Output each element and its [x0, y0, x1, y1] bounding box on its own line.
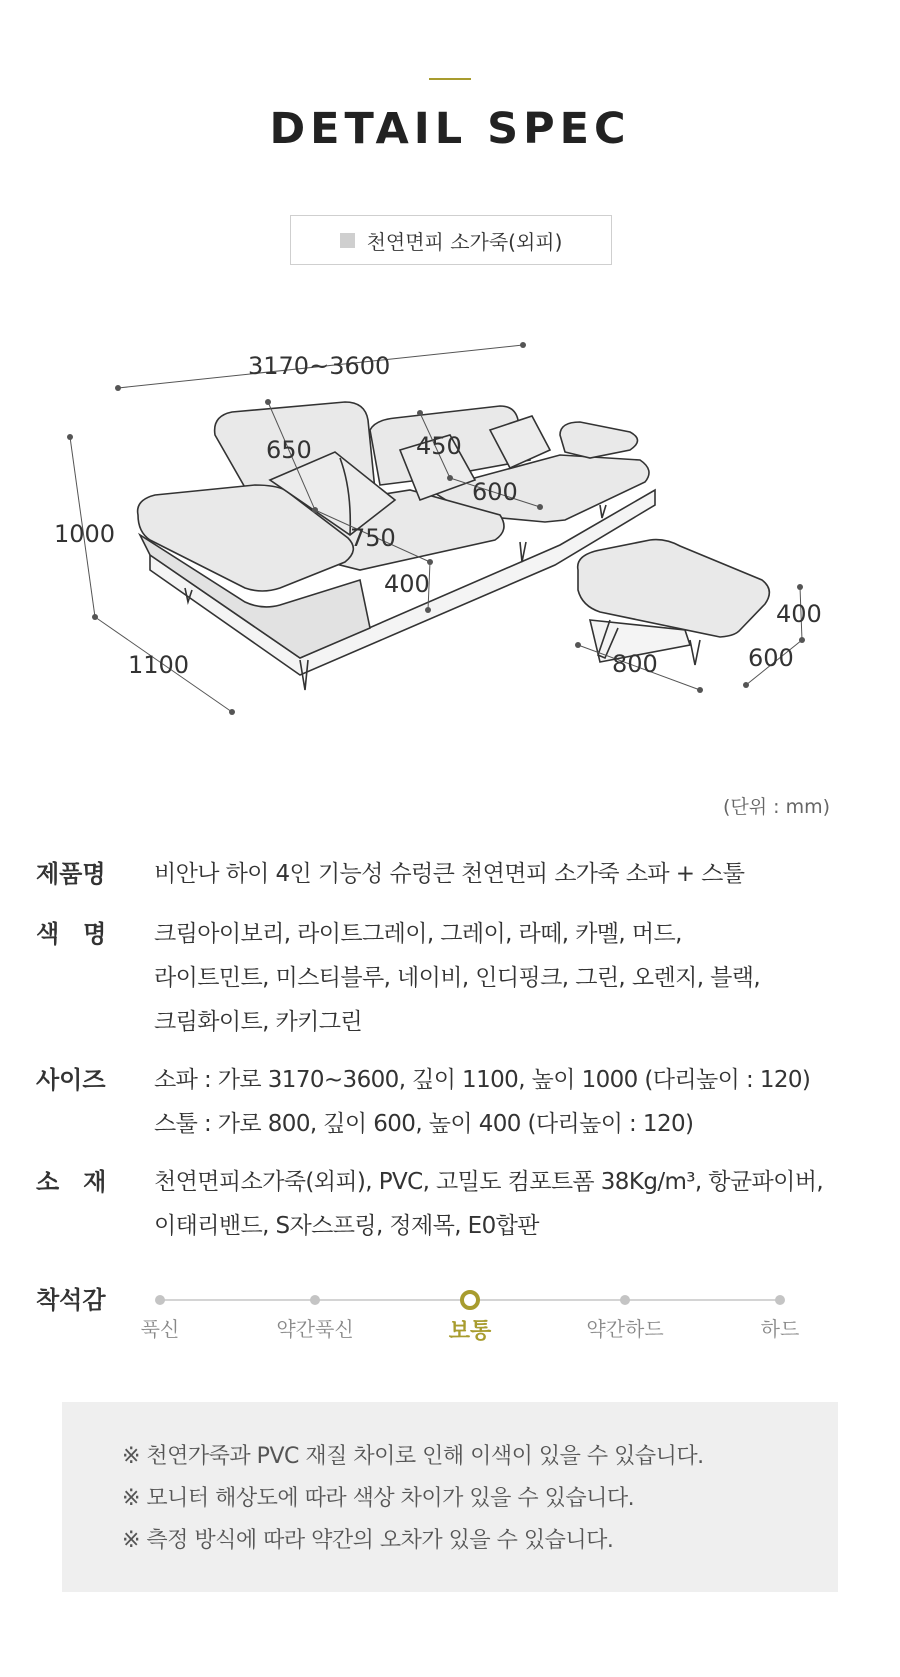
dim-sofa-width: 3170~3600 — [248, 352, 391, 380]
spec-line: 비안나 하이 4인 기능성 슈렁큰 천연면피 소가죽 소파 + 스툴 — [154, 861, 745, 887]
material-tag — [290, 215, 612, 265]
notice-line: ※ 모니터 해상도에 따라 색상 차이가 있을 수 있습니다. — [122, 1486, 635, 1511]
dim-seat-depth-right: 600 — [472, 478, 518, 506]
seating-option-label: 보통 — [448, 1319, 492, 1344]
seating-scale — [36, 1280, 876, 1360]
dim-stool-depth: 600 — [748, 644, 794, 672]
product-dimension-diagram — [0, 340, 900, 780]
dim-sofa-height: 1000 — [54, 520, 116, 548]
spec-label: 사이즈 — [36, 1066, 106, 1094]
spec-value — [154, 1058, 876, 1146]
dim-stool-height: 400 — [776, 600, 822, 628]
spec-line: 크림아이보리, 라이트그레이, 그레이, 라떼, 카멜, 머드, — [154, 921, 682, 947]
seating-option-label: 푹신 — [140, 1317, 180, 1341]
spec-row-material — [36, 1160, 876, 1248]
dim-sofa-depth: 1100 — [128, 651, 190, 679]
seating-option-label: 약간하드 — [586, 1317, 664, 1341]
material-tag-label: 천연면피 소가죽(외피) — [366, 229, 563, 254]
square-icon — [340, 233, 355, 248]
seating-label: 착석감 — [36, 1286, 106, 1314]
spec-label: 색 명 — [36, 920, 107, 948]
seating-option-label: 약간푹신 — [276, 1317, 354, 1341]
spec-row-color — [36, 912, 876, 1044]
spec-label: 소 재 — [36, 1168, 107, 1196]
spec-line: 소파 : 가로 3170~3600, 깊이 1100, 높이 1000 (다리높이 : 120) — [154, 1067, 811, 1093]
notice-box — [62, 1402, 838, 1592]
spec-line: 이태리밴드, S자스프링, 정제목, E0합판 — [154, 1213, 539, 1239]
seating-option — [255, 1280, 375, 1342]
stool-illustration — [578, 540, 770, 665]
dim-headrest: 650 — [266, 436, 312, 464]
seating-option — [100, 1280, 220, 1342]
title-accent-line — [429, 78, 471, 80]
dim-seat-height: 400 — [384, 570, 430, 598]
spec-value — [154, 852, 876, 896]
notice-line: ※ 천연가죽과 PVC 재질 차이로 인해 이색이 있을 수 있습니다. — [122, 1444, 704, 1469]
page-title: DETAIL SPEC — [269, 104, 631, 154]
seating-option — [720, 1280, 840, 1342]
spec-value — [154, 1160, 876, 1248]
spec-value — [154, 912, 876, 1044]
unit-note: (단위 : mm) — [722, 796, 830, 818]
spec-label: 제품명 — [36, 860, 106, 888]
spec-line: 크림화이트, 카키그린 — [154, 1009, 362, 1035]
spec-row-size — [36, 1058, 876, 1146]
spec-line: 스툴 : 가로 800, 깊이 600, 높이 400 (다리높이 : 120) — [154, 1111, 694, 1137]
dot-icon — [775, 1295, 785, 1305]
seating-option-selected — [410, 1280, 530, 1345]
spec-line: 천연면피소가죽(외피), PVC, 고밀도 컴포트폼 38Kg/m³, 항균파이버, — [154, 1169, 824, 1195]
spec-line: 라이트민트, 미스티블루, 네이비, 인디핑크, 그린, 오렌지, 블랙, — [154, 965, 761, 991]
dot-icon — [310, 1295, 320, 1305]
notice-line: ※ 측정 방식에 따라 약간의 오차가 있을 수 있습니다. — [122, 1528, 614, 1553]
spec-row-name — [36, 852, 876, 896]
dot-icon — [155, 1295, 165, 1305]
seating-option — [565, 1280, 685, 1342]
dot-icon — [620, 1295, 630, 1305]
dim-stool-width: 800 — [612, 650, 658, 678]
dim-seat-depth: 750 — [350, 524, 396, 552]
dim-back: 450 — [416, 432, 462, 460]
seating-option-label: 하드 — [760, 1317, 800, 1341]
selected-ring-icon — [460, 1290, 480, 1310]
